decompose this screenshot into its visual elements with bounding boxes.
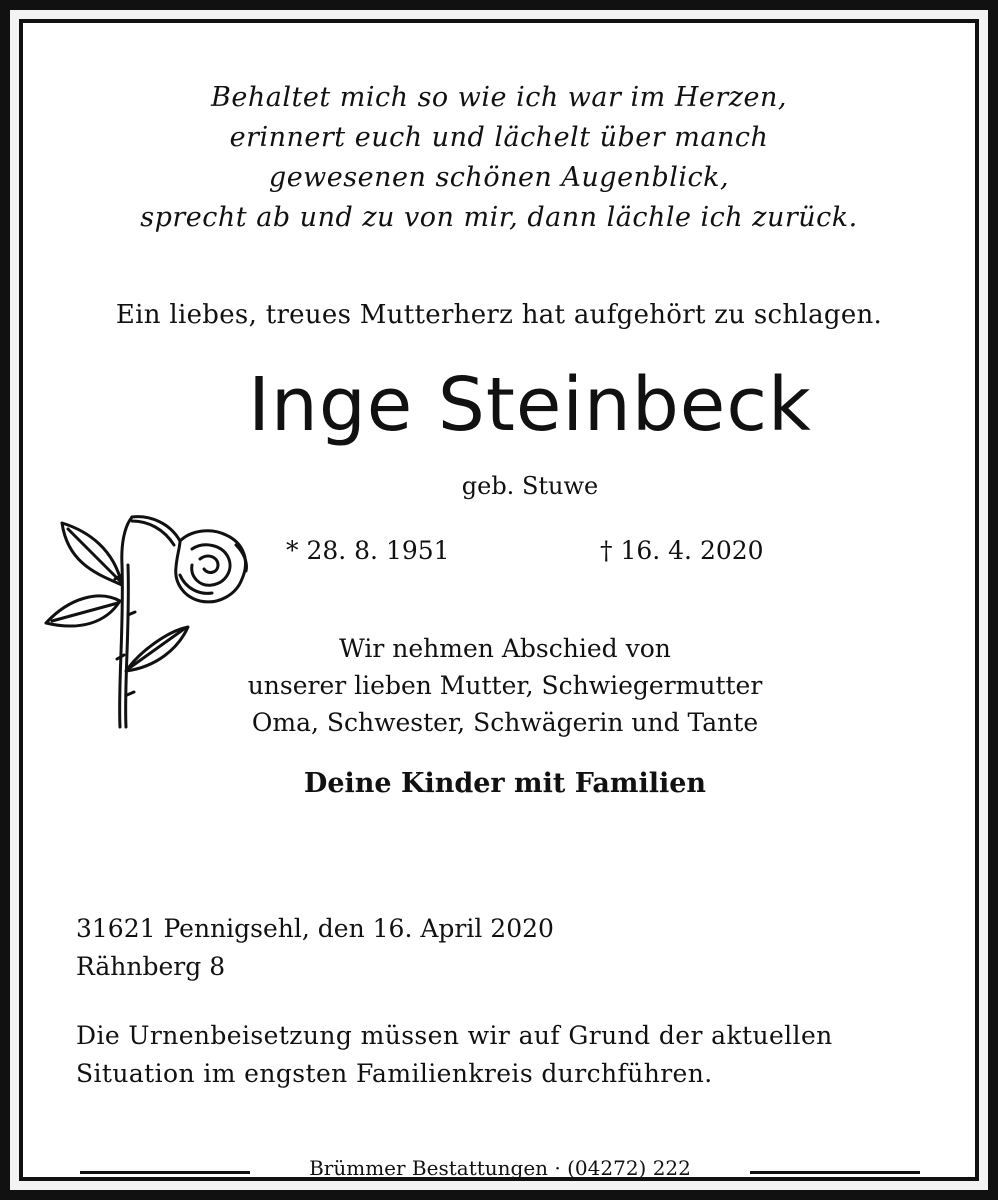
address-block [76, 910, 554, 986]
death-date: † 16. 4. 2020 [600, 536, 764, 565]
signature: Deine Kinder mit Familien [303, 768, 707, 799]
deceased-name: Inge Steinbeck [248, 362, 812, 448]
farewell-line: unserer lieben Mutter, Schwiegermutter [247, 671, 763, 700]
poem-line: erinnert euch und lächelt über manch [229, 122, 769, 153]
note-line: Die Urnenbeisetzung müssen wir auf Grund der aktuellen [76, 1021, 833, 1050]
address-line: 31621 Pennigsehl, den 16. April 2020 [76, 914, 554, 943]
funeral-home-footer: Brümmer Bestattungen · (04272) 222 [309, 1156, 691, 1180]
poem-line: Behaltet mich so wie ich war im Herzen, [211, 82, 787, 113]
poem [0, 78, 998, 238]
burial-note [76, 1017, 833, 1093]
maiden-name: geb. Stuwe [461, 472, 599, 500]
note-line: Situation im engsten Familienkreis durchführen. [76, 1059, 713, 1088]
farewell-text [0, 630, 998, 741]
birth-date: * 28. 8. 1951 [286, 536, 450, 565]
farewell-line: Oma, Schwester, Schwägerin und Tante [251, 708, 759, 737]
intro-text: Ein liebes, treues Mutterherz hat aufgehört zu schlagen. [115, 300, 883, 330]
address-line: Rähnberg 8 [76, 952, 226, 981]
poem-line: gewesenen schönen Augenblick, [268, 162, 730, 193]
farewell-line: Wir nehmen Abschied von [339, 634, 671, 663]
poem-line: sprecht ab und zu von mir, dann lächle ich zurück. [140, 202, 858, 233]
